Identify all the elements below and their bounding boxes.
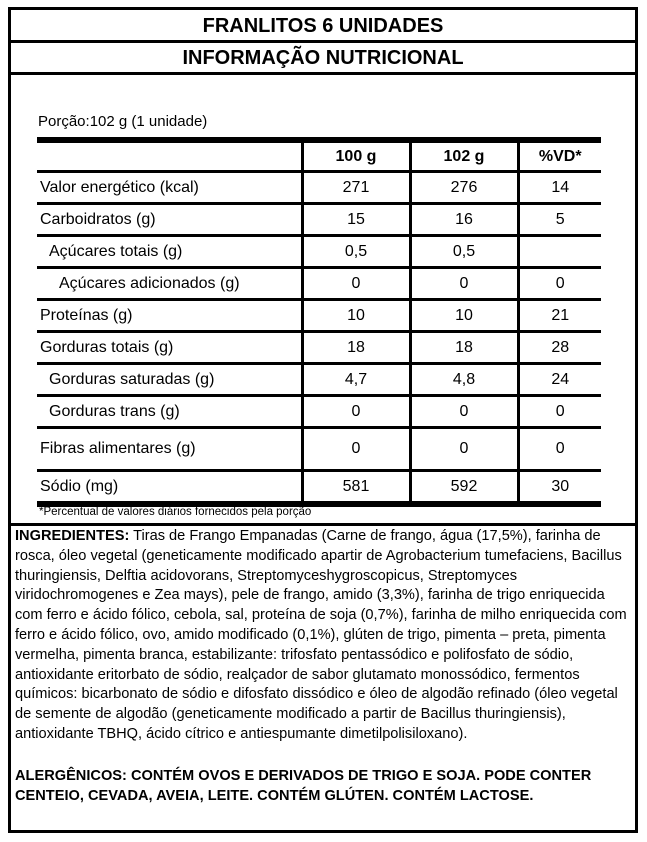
nutrient-name: Carboidratos (g) — [37, 204, 302, 236]
table-row — [37, 428, 601, 471]
value-100g: 0,5 — [302, 236, 410, 268]
nutrient-name: Sódio (mg) — [37, 471, 302, 505]
value-vd: 28 — [518, 332, 601, 364]
table-row — [37, 332, 601, 364]
value-vd: 0 — [518, 428, 601, 471]
value-vd: 24 — [518, 364, 601, 396]
value-portion: 0 — [410, 428, 518, 471]
value-portion: 276 — [410, 172, 518, 204]
value-100g: 271 — [302, 172, 410, 204]
nutrient-name: Gorduras trans (g) — [37, 396, 302, 428]
table-row — [37, 172, 601, 204]
nutrition-table — [37, 137, 601, 507]
value-portion: 592 — [410, 471, 518, 505]
value-portion: 0,5 — [410, 236, 518, 268]
column-header-100g: 100 g — [302, 140, 410, 172]
section-title: INFORMAÇÃO NUTRICIONAL — [11, 43, 635, 75]
column-header-portion: 102 g — [410, 140, 518, 172]
value-100g: 581 — [302, 471, 410, 505]
value-vd: 30 — [518, 471, 601, 505]
ingredients-block — [15, 527, 635, 745]
value-portion: 18 — [410, 332, 518, 364]
section-divider — [11, 523, 635, 526]
product-title: FRANLITOS 6 UNIDADES — [11, 10, 635, 43]
value-portion: 4,8 — [410, 364, 518, 396]
value-vd: 0 — [518, 396, 601, 428]
value-100g: 0 — [302, 396, 410, 428]
vd-footnote: *Percentual de valores diários fornecidos pela porção — [39, 506, 312, 518]
portion-size: Porção:102 g (1 unidade) — [38, 113, 208, 130]
value-100g: 0 — [302, 268, 410, 300]
table-row — [37, 364, 601, 396]
nutrient-name: Valor energético (kcal) — [37, 172, 302, 204]
value-100g: 10 — [302, 300, 410, 332]
ingredients-label: INGREDIENTES: — [15, 528, 130, 544]
nutrient-name: Fibras alimentares (g) — [37, 428, 302, 471]
nutrient-name: Proteínas (g) — [37, 300, 302, 332]
value-portion: 0 — [410, 396, 518, 428]
table-row — [37, 471, 601, 505]
value-vd: 21 — [518, 300, 601, 332]
value-portion: 0 — [410, 268, 518, 300]
column-header-nutrient — [37, 140, 302, 172]
nutrition-label — [8, 7, 638, 833]
value-vd — [518, 236, 601, 268]
value-vd: 5 — [518, 204, 601, 236]
table-row — [37, 236, 601, 268]
value-portion: 16 — [410, 204, 518, 236]
value-100g: 18 — [302, 332, 410, 364]
nutrient-name: Açúcares adicionados (g) — [37, 268, 302, 300]
value-100g: 0 — [302, 428, 410, 471]
column-header-vd: %VD* — [518, 140, 601, 172]
value-100g: 4,7 — [302, 364, 410, 396]
value-vd: 14 — [518, 172, 601, 204]
allergens-statement: ALERGÊNICOS: CONTÉM OVOS E DERIVADOS DE TRIGO E SOJA. PODE CONTER CENTEIO, CEVADA, AVEIA, LEITE. CONTÉM GLÚTEN. CONTÉM LACTOSE. — [15, 768, 592, 804]
table-row — [37, 204, 601, 236]
table-row — [37, 396, 601, 428]
table-row — [37, 300, 601, 332]
value-100g: 15 — [302, 204, 410, 236]
ingredients-text: Tiras de Frango Empanadas (Carne de frango, água (17,5%), farinha de rosca, óleo vegetal (geneticamente modificado apartir de Agrobacterium tumefaciens, Bacillus thuringiensis, Delftia acidovorans, Streptomyceshygroscopicus, Streptomyces viridochromogenes e Zea mays), pele de frango, amido (3,3%), farinha de trigo enriquecida com ferro e ácido fólico, cebola, sal, proteína de soja (0,7%), farinha de milho enriquecida com ferro e ácido fólico, ovo, amido modificado (0,1%), glúten de trigo, pimenta – preta, pimenta vermelha, pimenta branca, estabilizante: trifosfato pentassódico e polifosfato de sódio, antioxidante eritorbato de sódio, realçador de sabor glutamato monossódico, fermentos químicos: bicarbonato de sódio e difosfato dissódico e óleo de algodão refinado (óleo vegetal de semente de algodão (geneticamente modificado a partir de Bacillus thuringiensis), antioxidante TBHQ, ácido cítrico e antiespumante dimetilpolisiloxano). — [15, 528, 627, 742]
table-header-row — [37, 140, 601, 172]
nutrient-name: Gorduras saturadas (g) — [37, 364, 302, 396]
nutrient-name: Gorduras totais (g) — [37, 332, 302, 364]
value-vd: 0 — [518, 268, 601, 300]
value-portion: 10 — [410, 300, 518, 332]
nutrient-name: Açúcares totais (g) — [37, 236, 302, 268]
table-row — [37, 268, 601, 300]
